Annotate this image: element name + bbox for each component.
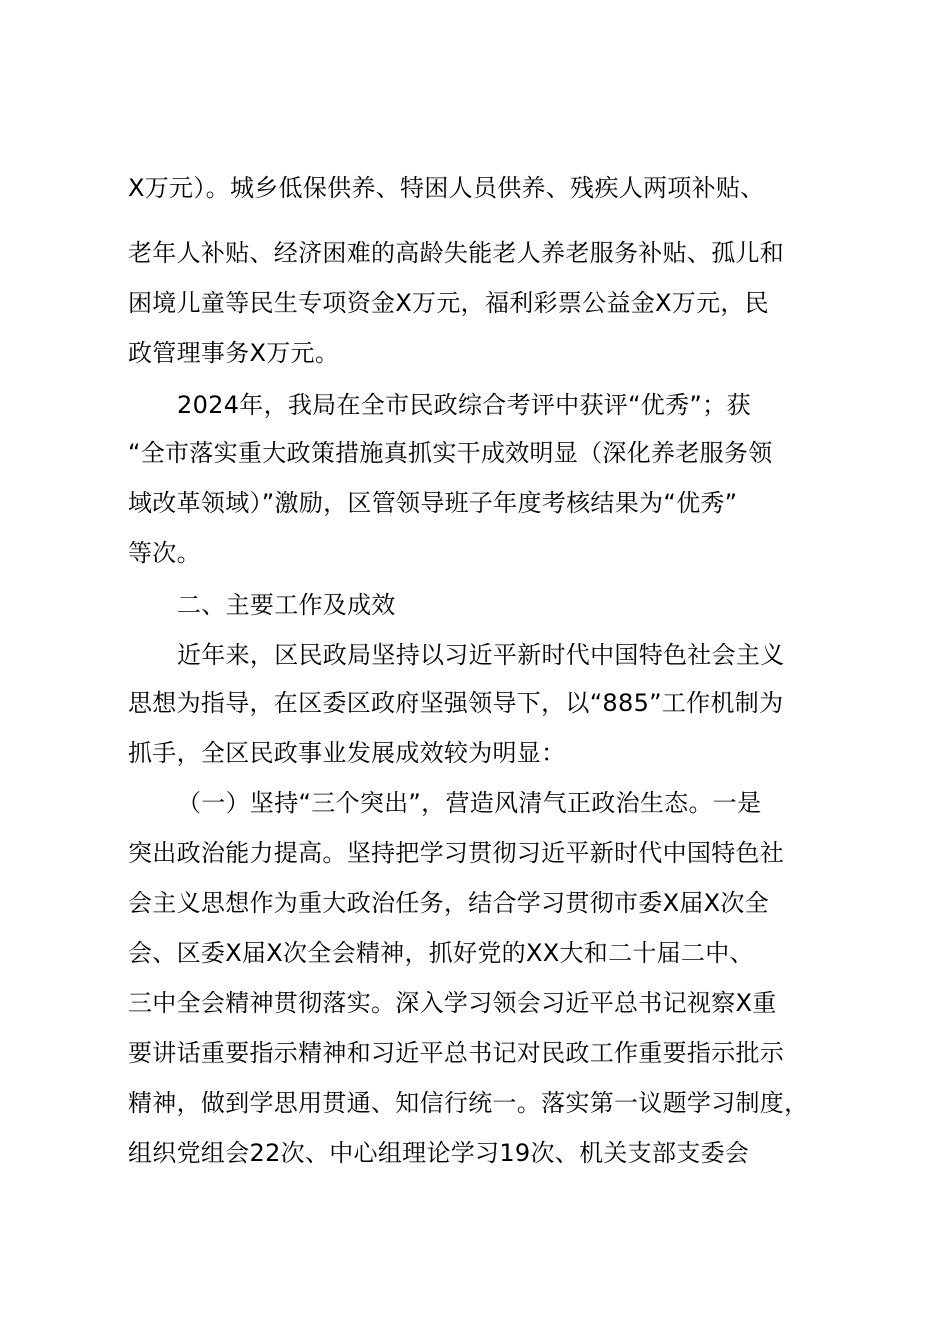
text-line: 会主义思想作为重大政治任务，结合学习贯彻市委X届X次全 xyxy=(128,889,769,917)
text-line: 域改革领域）”激励，区管领导班子年度考核结果为“优秀” xyxy=(128,489,738,517)
text-line: 老年人补贴、经济困难的高龄失能老人养老服务补贴、孤儿和 xyxy=(128,239,785,267)
text-line: 突出政治能力提高。坚持把学习贯彻习近平新时代中国特色社 xyxy=(128,839,785,867)
text-line: （一）坚持“三个突出”，营造风清气正政治生态。一是 xyxy=(177,789,762,817)
text-line: X万元）。城乡低保供养、特困人员供养、残疾人两项补贴、 xyxy=(128,174,765,202)
text-line: 精神，做到学思用贯通、知信行统一。落实第一议题学习制度， xyxy=(128,1089,809,1117)
section-heading: 二、主要工作及成效 xyxy=(177,591,396,619)
text-line: 政管理事务X万元。 xyxy=(128,339,340,367)
text-line: 要讲话重要指示精神和习近平总书记对民政工作重要指示批示 xyxy=(128,1039,785,1067)
text-line: 会、区委X届X次全会精神，抓好党的XX大和二十届二中、 xyxy=(128,939,754,967)
text-line: 2024年，我局在全市民政综合考评中获评“优秀”；获 xyxy=(177,391,751,419)
text-line: 组织党组会22次、中心组理论学习19次、机关支部支委会 xyxy=(128,1139,750,1167)
text-line: 思想为指导，在区委区政府坚强领导下，以“885”工作机制为 xyxy=(128,689,784,717)
text-line: 三中全会精神贯彻落实。深入学习领会习近平总书记视察X重 xyxy=(128,989,777,1017)
text-line: 等次。 xyxy=(128,539,201,567)
text-line: 抓手，全区民政事业发展成效较为明显： xyxy=(128,739,566,767)
text-line: 困境儿童等民生专项资金X万元，福利彩票公益金X万元，民 xyxy=(128,289,769,317)
text-line: “全市落实重大政策措施真抓实干成效明显（深化养老服务领 xyxy=(128,439,773,467)
text-line: 近年来，区民政局坚持以习近平新时代中国特色社会主义 xyxy=(177,641,785,669)
